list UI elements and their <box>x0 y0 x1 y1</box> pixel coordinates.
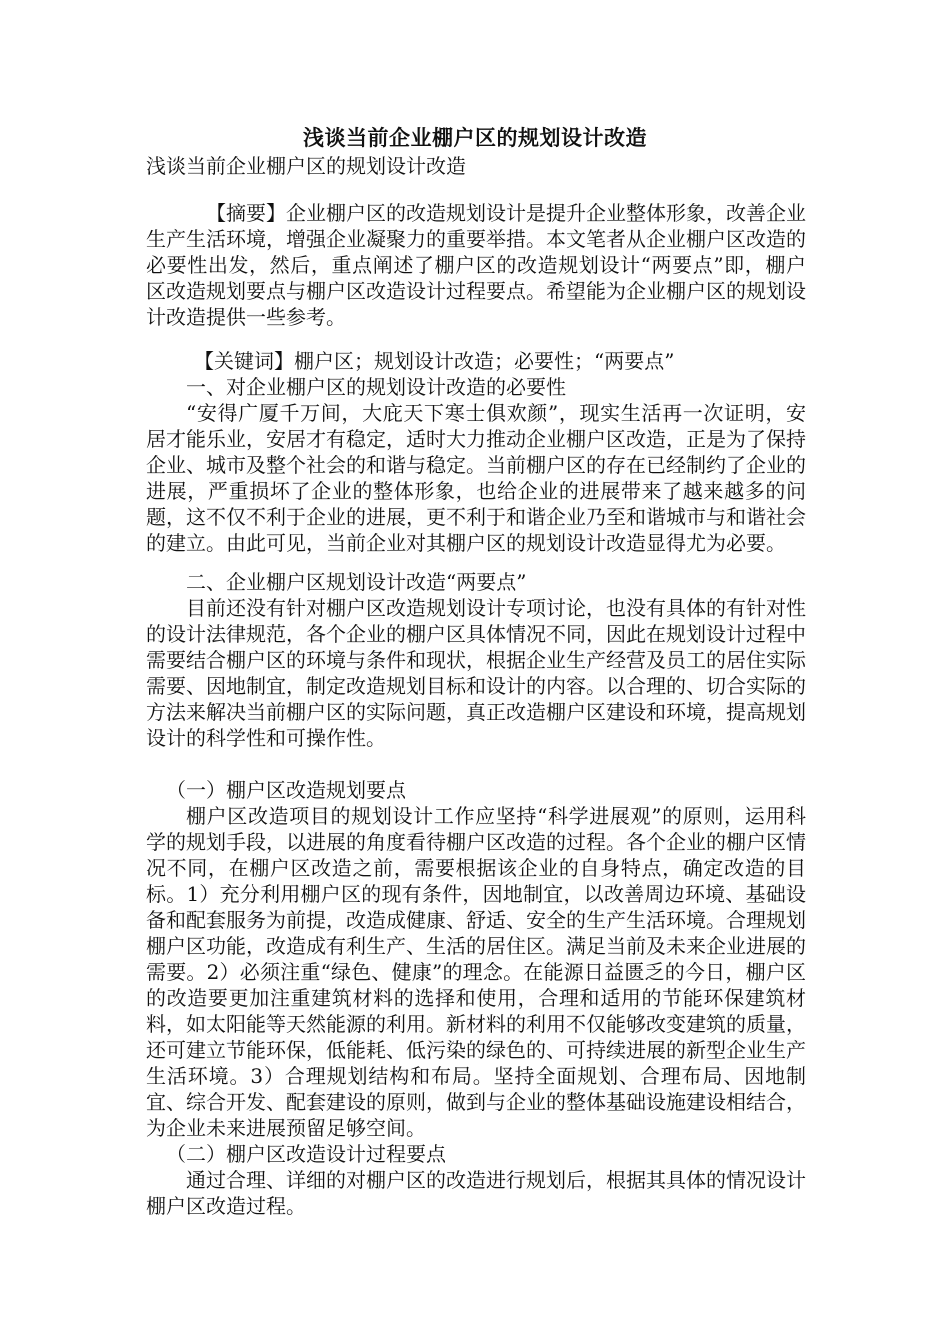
document-subtitle: 浅谈当前企业棚户区的规划设计改造 <box>146 154 466 178</box>
section-1-paragraph: “安得广厦千万间，大庇天下寒士俱欢颜”，现实生活再一次证明，安居才能乐业，安居才有稳定，适时大力推动企业棚户区改造，正是为了保持企业、城市及整个社会的和谐与稳定。当前棚户区的存在已经制约了企业的进展，严重损坏了企业的整体形象，也给企业的进展带来了越来越多的问题，这不仅不利于企业的进展，更不利于和谐企业乃至和谐城市与和谐社会的建立。由此可见，当前企业对其棚户区的规划设计改造显得尤为必要。 <box>146 401 806 555</box>
subsection-heading-1: （一）棚户区改造规划要点 <box>166 778 406 802</box>
section-heading-2: 二、企业棚户区规划设计改造“两要点” <box>186 570 527 594</box>
subsection-2-paragraph: 通过合理、详细的对棚户区的改造进行规划后，根据其具体的情况设计棚户区改造过程。 <box>146 1168 806 1218</box>
subsection-1-paragraph: 棚户区改造项目的规划设计工作应坚持“科学进展观”的原则，运用科学的规划手段，以进展的角度看待棚户区改造的过程。各个企业的棚户区情况不同，在棚户区改造之前，需要根据该企业的自身特点，确定改造的目标。1）充分利用棚户区的现有条件，因地制宜，以改善周边环境、基础设备和配套服务为前提，改造成健康、舒适、安全的生产生活环境。合理规划棚户区功能，改造成有利生产、生活的居住区。满足当前及未来企业进展的需要。2）必须注重“绿色、健康”的理念。在能源日益匮乏的今日，棚户区的改造要更加注重建筑材料的选择和使用，合理和适用的节能环保建筑材料，如太阳能等天然能源的利用。新材料的利用不仅能够改变建筑的质量，还可建立节能环保，低能耗、低污染的绿色的、可持续进展的新型企业生产生活环境。3）合理规划结构和布局。坚持全面规划、合理布局、因地制宜、综合开发、配套建设的原则，做到与企业的整体基础设施建设相结合，为企业未来进展预留足够空间。 <box>146 804 806 1140</box>
section-2-paragraph: 目前还没有针对棚户区改造规划设计专项讨论，也没有具体的有针对性的设计法律规范，各个企业的棚户区具体情况不同，因此在规划设计过程中需要结合棚户区的环境与条件和现状，根据企业生产经营及员工的居住实际需要、因地制宜，制定改造规划目标和设计的内容。以合理的、切合实际的方法来解决当前棚户区的实际问题，真正改造棚户区建设和环境，提高规划设计的科学性和可操作性。 <box>146 596 806 750</box>
section-heading-1: 一、对企业棚户区的规划设计改造的必要性 <box>186 375 566 399</box>
document-title: 浅谈当前企业棚户区的规划设计改造 <box>303 125 647 150</box>
abstract-paragraph: 【摘要】企业棚户区的改造规划设计是提升企业整体形象，改善企业生产生活环境，增强企业凝聚力的重要举措。本文笔者从企业棚户区改造的必要性出发，然后，重点阐述了棚户区的改造规划设计“两要点”即，棚户区改造规划要点与棚户区改造设计过程要点。希望能为企业棚户区的规划设计改造提供一些参考。 <box>146 201 806 329</box>
keywords-line: 【关键词】棚户区；规划设计改造；必要性；“两要点” <box>194 349 675 373</box>
subsection-heading-2: （二）棚户区改造设计过程要点 <box>166 1142 446 1166</box>
